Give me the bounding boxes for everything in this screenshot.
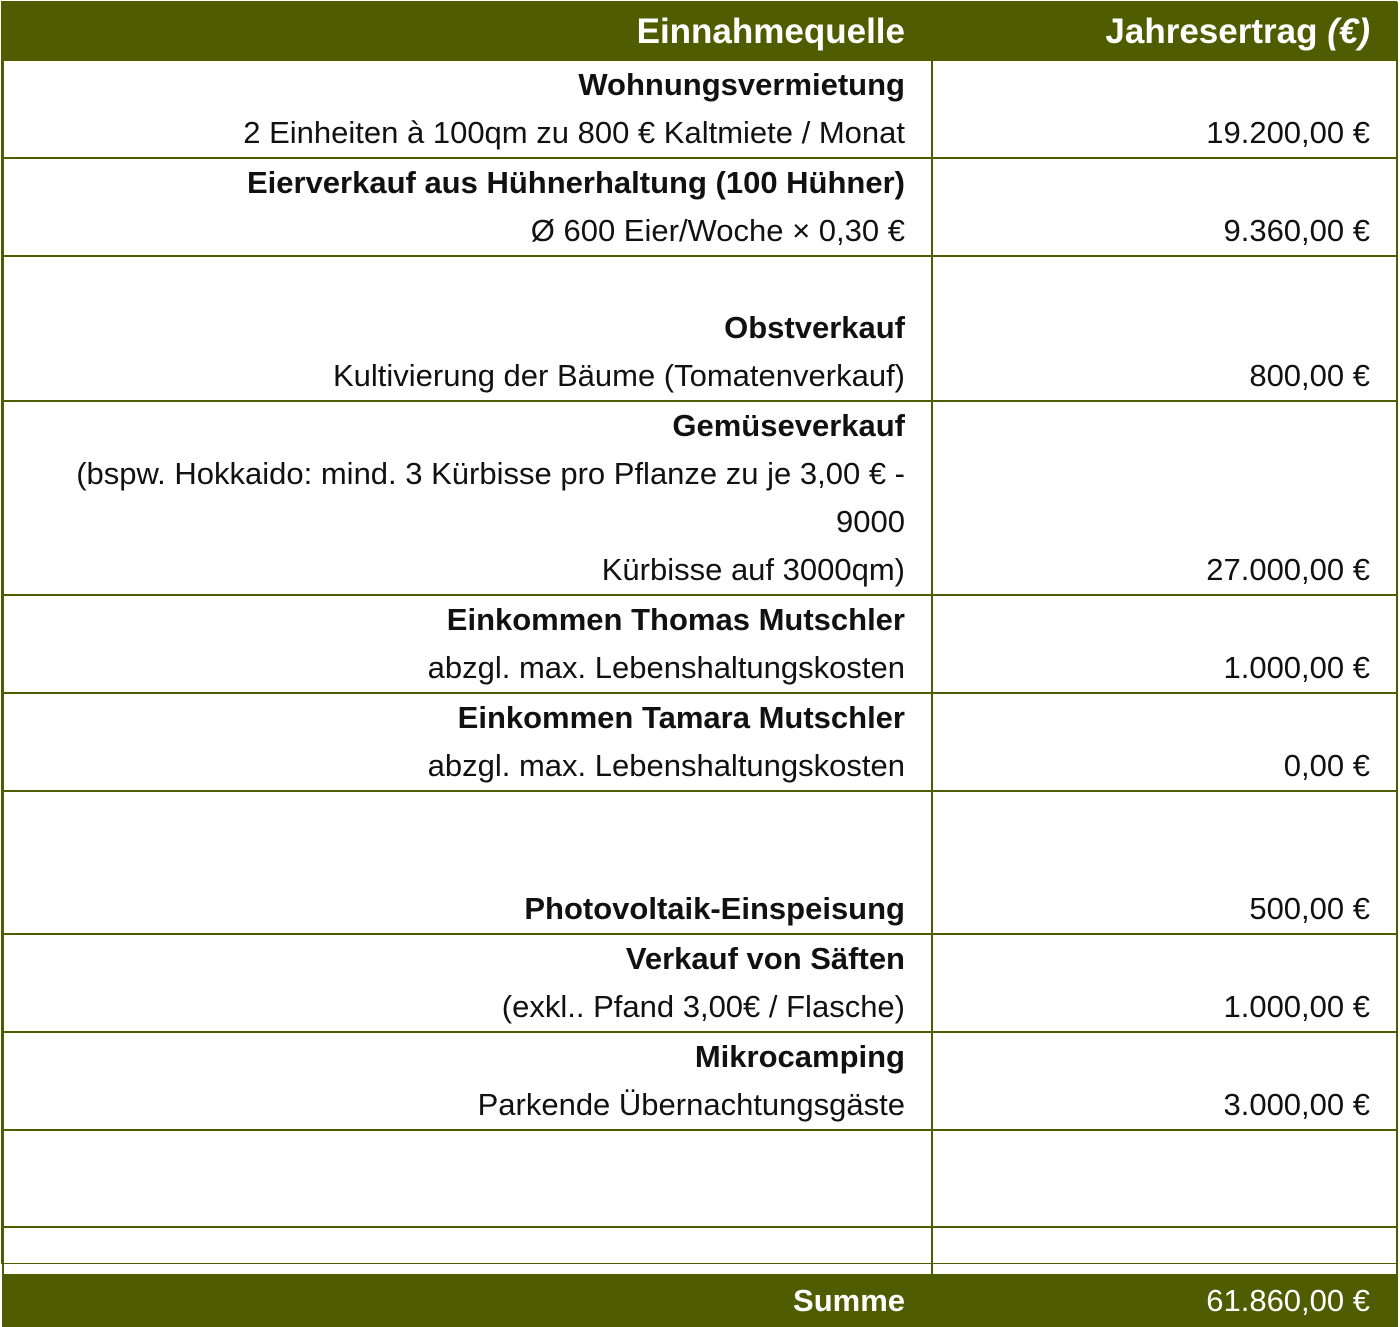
- source-detail: Kultivierung der Bäume (Tomatenverkauf): [332, 358, 905, 393]
- empty-amount-cell: [932, 1227, 1397, 1275]
- table-row: [3, 934, 1397, 1032]
- source-cell: [3, 1032, 932, 1130]
- table-footer-row: [3, 1275, 1397, 1326]
- amount-cell: 1.000,00 €: [932, 595, 1397, 693]
- amount-cell: 3.000,00 €: [932, 1032, 1397, 1130]
- source-cell: [3, 158, 932, 256]
- source-cell: [3, 256, 932, 401]
- empty-amount-cell: [932, 1130, 1397, 1227]
- amount-cell: 0,00 €: [932, 693, 1397, 791]
- table-row: [3, 595, 1397, 693]
- table-row: [3, 1032, 1397, 1130]
- source-title: Einkommen Thomas Mutschler: [446, 602, 905, 637]
- source-title: Gemüseverkauf: [672, 408, 905, 443]
- header-annual-yield-label: Jahresertrag: [1105, 11, 1318, 51]
- empty-row: [3, 1227, 1397, 1275]
- source-title: Mikrocamping: [694, 1039, 905, 1074]
- source-title: Photovoltaik-Einspeisung: [524, 891, 905, 926]
- header-annual-yield: [932, 3, 1397, 60]
- source-detail-continued: Kürbisse auf 3000qm): [601, 552, 905, 587]
- source-detail: Ø 600 Eier/Woche × 0,30 €: [530, 213, 905, 248]
- amount-cell: 800,00 €: [932, 256, 1397, 401]
- table-row: [3, 693, 1397, 791]
- source-detail: (bspw. Hokkaido: mind. 3 Kürbisse pro Pflanze zu je 3,00 € - 9000: [76, 456, 905, 539]
- source-detail: abzgl. max. Lebenshaltungskosten: [427, 748, 905, 783]
- amount-cell: 27.000,00 €: [932, 401, 1397, 595]
- table-row: [3, 158, 1397, 256]
- amount-cell: 19.200,00 €: [932, 60, 1397, 158]
- income-table-frame: [1, 1, 1397, 1318]
- source-title: Eierverkauf aus Hühnerhaltung (100 Hühner): [246, 165, 905, 200]
- source-cell: [3, 693, 932, 791]
- source-detail: (exkl.. Pfand 3,00€ / Flasche): [501, 989, 905, 1024]
- source-cell: [3, 401, 932, 595]
- income-table: [2, 2, 1398, 1327]
- table-row: [3, 256, 1397, 401]
- table-row: [3, 791, 1397, 934]
- source-cell: [3, 60, 932, 158]
- source-cell: [3, 934, 932, 1032]
- source-detail: 2 Einheiten à 100qm zu 800 € Kaltmiete / Monat: [243, 115, 905, 150]
- empty-source-cell: [3, 1227, 932, 1275]
- source-detail: Parkende Übernachtungsgäste: [477, 1087, 905, 1122]
- table-row: [3, 401, 1397, 595]
- header-income-source: Einnahmequelle: [3, 3, 932, 60]
- table-header-row: [3, 3, 1397, 60]
- empty-row: [3, 1130, 1397, 1227]
- total-amount: 61.860,00 €: [932, 1275, 1397, 1326]
- source-cell: [3, 791, 932, 934]
- amount-cell: 9.360,00 €: [932, 158, 1397, 256]
- source-title: Wohnungsvermietung: [578, 67, 905, 102]
- source-detail: abzgl. max. Lebenshaltungskosten: [427, 650, 905, 685]
- amount-cell: 500,00 €: [932, 791, 1397, 934]
- source-title: Obstverkauf: [724, 310, 905, 345]
- source-title: Verkauf von Säften: [625, 941, 905, 976]
- source-cell: [3, 595, 932, 693]
- table-row: [3, 60, 1397, 158]
- empty-source-cell: [3, 1130, 932, 1227]
- header-unit: (€): [1327, 11, 1370, 51]
- source-title: Einkommen Tamara Mutschler: [457, 700, 905, 735]
- total-label: Summe: [3, 1275, 932, 1326]
- amount-cell: 1.000,00 €: [932, 934, 1397, 1032]
